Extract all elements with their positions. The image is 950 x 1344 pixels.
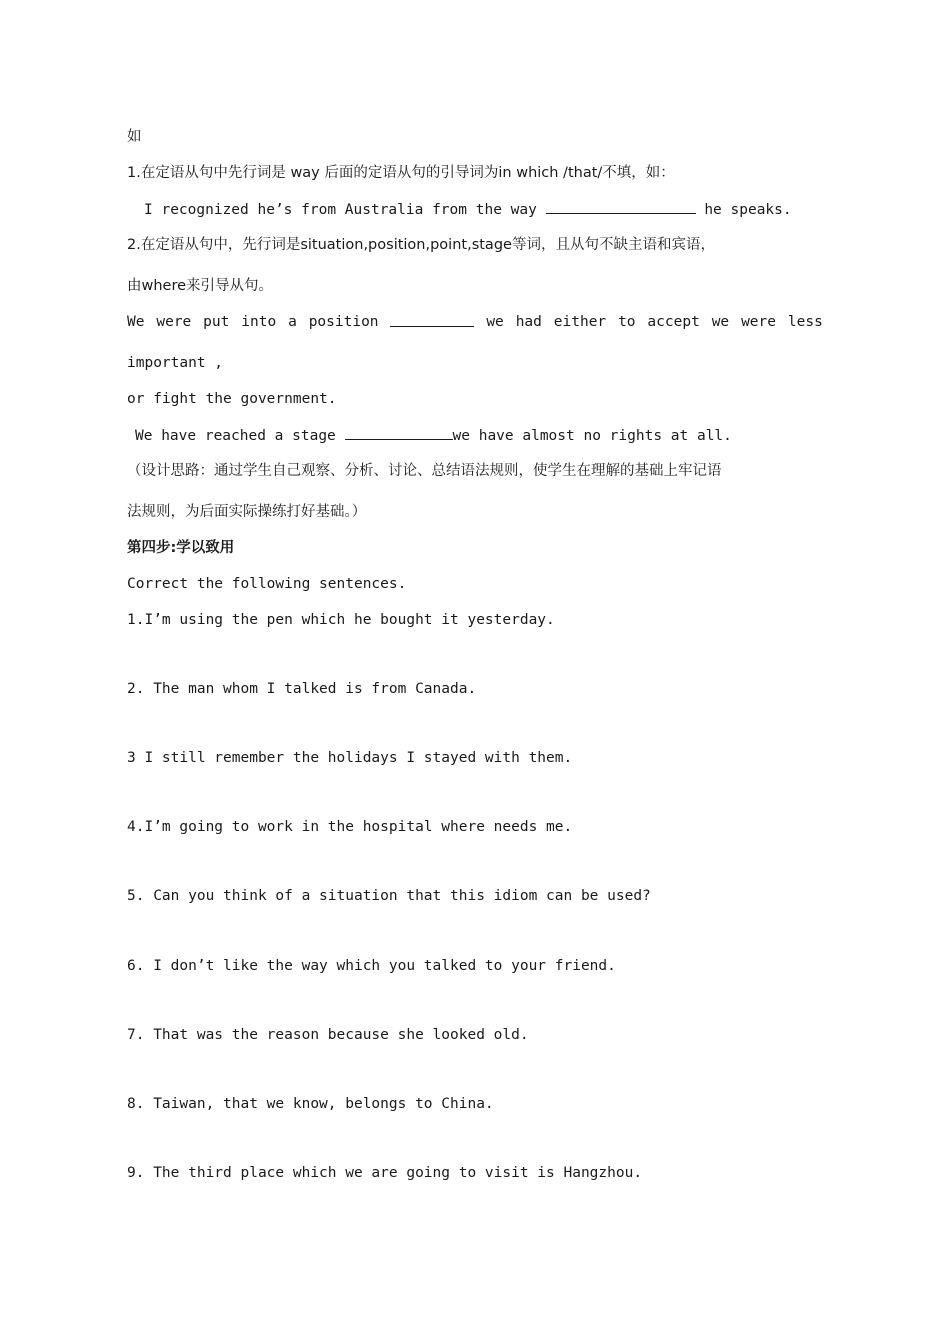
rule-2-line-1: 2.在定语从句中，先行词是situation,position,point,stage等词，且从句不缺主语和宾语，: [127, 237, 715, 253]
exercise-sentence: 4.I’m going to work in the hospital where needs me.: [127, 819, 573, 835]
rule-1-text: 1.在定语从句中先行词是 way 后面的定语从句的引导词为in which /that/不填，如：: [127, 165, 675, 181]
word: a: [288, 314, 297, 330]
exercise-sentence: 8. Taiwan, that we know, belongs to China.: [127, 1096, 494, 1112]
rule-2-example-1-cont-2: or fight the government.: [127, 391, 337, 407]
design-note-line-1: （设计思路：通过学生自己观察、分析、讨论、总结语法规则，使学生在理解的基础上牢记语: [127, 463, 722, 479]
step-4-heading: 第四步:学以致用: [127, 540, 235, 556]
rule-2-example-2-before: We have reached a stage: [135, 428, 336, 444]
exercise-sentence: 7. That was the reason because she looked old.: [127, 1027, 529, 1043]
rule-2-example-1-cont-1: important ,: [127, 355, 224, 371]
rule-2-line-2: 由where来引导从句。: [127, 278, 274, 294]
word: we: [486, 314, 504, 330]
rule-2-example-2-after: we have almost no rights at all.: [452, 428, 732, 444]
answer-blank: [390, 312, 474, 327]
rule-2-example-2: [135, 425, 732, 446]
exercise-sentence: 1.I’m using the pen which he bought it yesterday.: [127, 612, 555, 628]
word: were: [741, 314, 776, 330]
answer-blank: [345, 425, 453, 440]
rule-1-example-before: I recognized he’s from Australia from the way: [144, 202, 537, 218]
rule-1-example: [144, 199, 792, 220]
word: We: [127, 314, 145, 330]
exercise-sentence: 6. I don’t like the way which you talked to your friend.: [127, 958, 616, 974]
exercise-sentence: 9. The third place which we are going to visit is Hangzhou.: [127, 1165, 643, 1181]
exercise-sentence: 2. The man whom I talked is from Canada.: [127, 681, 477, 697]
answer-blank: [546, 199, 696, 214]
exercise-sentence: 5. Can you think of a situation that this idiom can be used?: [127, 888, 651, 904]
word: were: [156, 314, 192, 330]
exercise-sentence: 3 I still remember the holidays I stayed with them.: [127, 750, 573, 766]
word: accept: [647, 314, 700, 330]
word: either: [553, 314, 607, 330]
step-4-instruction: Correct the following sentences.: [127, 576, 407, 592]
word: into: [241, 314, 277, 330]
word: to: [618, 314, 636, 330]
word: had: [515, 314, 542, 330]
intro-ru: 如: [127, 129, 142, 145]
word: position: [308, 314, 379, 330]
rule-2-example-1: [127, 312, 823, 332]
word: put: [203, 314, 230, 330]
rule-1-example-after: he speaks.: [704, 202, 792, 218]
design-note-line-2: 法规则，为后面实际操练打好基础。）: [127, 504, 367, 520]
word: less: [787, 314, 823, 330]
word: we: [711, 314, 730, 330]
